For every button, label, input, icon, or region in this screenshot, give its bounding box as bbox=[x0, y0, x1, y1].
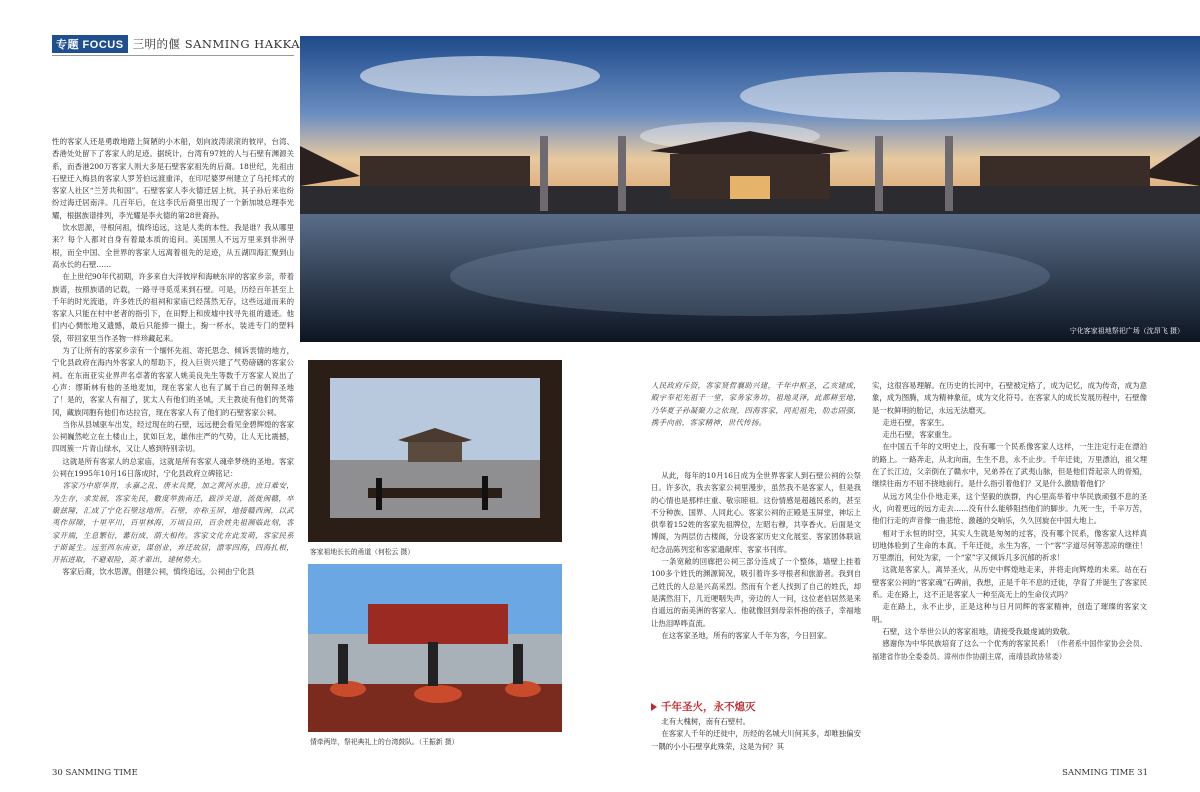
inscription-continued bbox=[651, 380, 861, 472]
corridor-photo bbox=[308, 360, 562, 542]
paragraph: 从此，每年的10月16日成为全世界客家人到石壁公祠的公祭日。许多次，我去客家公祠里漫步，虽然我不是客家人，但是我的心情也是那样庄重、敬宗睦祖。这份情感是超越民系的，甚至不分种族、国界、人同此心。客家公祠的正殿是玉屏堂，神坛上供奉着152姓的客家先祖牌位，左昭右穆，共享香火。后面是文博阁，为两层仿古楼阁，分设客家历史文化展室、客家团体联谊纪念品陈列室和客家遗献库、客家书刊库。 bbox=[651, 471, 861, 554]
inscription-quote: 客家乃中原华胄，永嘉之乱、唐末兵燹，加之黄河水患，庶日难安，为生存，求发展，客家先民，數度举族南迁，跋涉关道，流徙闽赣，卒聚兹陲，汇成了宁化石壁这地所。石壁，亦称玉屏，地接赣西闽，以武夷作屏障，十里平川，百里林海，万顷良田，百余姓先祖濒临此刻，客家开端，生息繁衍，蕃衍成，荫大相传。客家文化在此发萌，客家民系于斯诞生。远至西东南亚，谋创业，弃迁故居，漂零四海，四海扎根，开拓进取，不避艰险，英才辈出，建树势大。 bbox=[52, 481, 294, 565]
section-header bbox=[52, 36, 300, 52]
drum-team-photo bbox=[308, 564, 562, 732]
paragraph: 在客家人千年的迁徙中，历经的名城大川何其多，却唯独偏安一隅的小小石壁享此殊荣，这是为何？其 bbox=[651, 729, 861, 751]
triangle-bullet-icon bbox=[651, 703, 657, 711]
focus-tag: 专题 FOCUS bbox=[52, 35, 128, 53]
article-column-4 bbox=[872, 380, 1147, 760]
author-note: （作者系中国作家协会会员、福建省作协全委委员、漳州市作协副主席，南靖县政协常委） bbox=[872, 639, 1147, 661]
paragraph: 饮水思源，寻根问祖，慎终追远，这是人类的本性。我是谁？我从哪里来？每个人都对自身有着最本质的追问。美国黑人不远万里来到非洲寻根，而全中国、全世界的客家人远离着祖先的足迹，从五湖四海汇聚到山高水长的石壁…… bbox=[52, 223, 294, 269]
subheading-text: 千年圣火，永不熄灭 bbox=[661, 701, 756, 713]
paragraph: 当你从县城驱车出发，经过现在的石壁，远远便会看见金碧辉煌的客家公祠巍然屹立在土楼山上，犹如巨龙，雄伟庄严的气势，让人无比震撼，四周簇一片青山绿水，又让人感到特别亲切。 bbox=[52, 419, 294, 454]
paragraph: 在这客家圣地，所有的客家人千年为客，今日回家。 bbox=[661, 630, 832, 640]
paragraph: 一条宽敞的回廊把公祠三部分连成了一个整体，墙壁上挂着100多个姓氏的渊源简况，吸引着许多寻根者和旅游者。我到自己姓氏的人总是兴高采烈。然而有个老人找到了自己的姓氏，却是满然泪下，几近哽咽失声，旁边的人一问，这位老伯居然是来自遥远的南美洲的客家人。他就像回到母亲怀抱的孩子，幸福地让热泪哗哗直流。 bbox=[651, 557, 861, 628]
ancestral-square-photo bbox=[300, 36, 1200, 342]
paragraph: 北有大槐树，南有石壁村。 bbox=[661, 717, 751, 726]
paragraph: 从远方风尘仆仆地走来，这个坚毅的族群，内心里高举着中华民族顽强不息的圣火，向着更远的远方走去……没有什么能够阻挡他们的脚步。九死一生，千辛万苦，他们行走的声音像一曲悲怆、激越的交响乐，久久回旋在中国大地上。 bbox=[872, 491, 1147, 526]
closing-line: 感谢你为中华民族培育了这么一个优秀的客家民系！ bbox=[882, 639, 1054, 649]
subheading bbox=[651, 699, 756, 714]
paragraph: 石壁，这个举世公认的客家祖地，请接受我最虔诚的致敬。 bbox=[882, 626, 1075, 636]
paragraph: 在上世纪90年代初期，许多来自大洋彼岸和海峡东岸的客家乡亲，带着族谱，按照族谱的记载，一路寻寻觅觅来到石壁。可是，历经百年甚至上千年的时光流逝，许多姓氏的祖祠和家庙已经荡然无存，这些远道而来的客家人只能在村中老者的指引下，在田野上和废墟中找寻先祖的遗迹。他们内心惆怅地又遗憾，最后只能捧一撮土，掬一杯水，装进专门的塑料袋，带回家里当作圣物一样珍藏起来。 bbox=[52, 272, 294, 343]
paragraph: 走进石壁，客家生。 bbox=[882, 417, 949, 427]
drum-team-photo-caption: 情牵两岸，祭祀典礼上的台湾鼓队。（王振新 摄） bbox=[310, 738, 459, 746]
paragraph: 性的客家人还是勇敢地踏上简陋的小木船，划向波涛滚滚的彼岸，台湾、香港处处留下了客家人的足迹。据统计，台湾有97姓的人与石壁有渊源关系，而香港200万客家人则大多是石壁客家祖先的后裔。18世纪，先祖由石壁迁入梅县的客家人罗芳伯远渡重洋，在印尼婆罗州建立了乌托邦式的客家人社区“兰芳共和国”。石壁客家人李火德迁居上杭，其子孙后来也纷纷过海迁居南洋。几百年后，在这李氏后裔里出现了一个新加坡总理李光耀，根据族谱排列，李光耀是李火德的第28世裔孙。 bbox=[52, 137, 294, 220]
paragraph: 实，这很容易理解。在历史的长河中，石壁被定格了，成为记忆，成为传奇，成为意象，成为图腾，成为精神象征，成为文化符号。在客家人的成长发展历程中，石壁像是一枚鲜明的胎记，永远无法磨灭。 bbox=[872, 381, 1147, 415]
inscription-quote: 人民政府斥资，客家贤哲襄助兴建，千年中枢圣，乙亥建成，殿宇奉祀先祖千一堂，家务家务坊，祖地灵泽，此都耕至地，乃华夏子孙凝聚力之依现，四海客家，同祀祖先，肋志固强，携手向前，客家精神，世代传扬。 bbox=[651, 381, 861, 427]
page-number-left: 30 SANMING TIME bbox=[52, 768, 138, 778]
paragraph: 这就是客家人，离异圣火，从历史中辉煌地走来，并将走向辉煌的未来。站在石壁客家公祠的“客家魂”石碑前，我想，正是千年不息的迁徙，孕育了并诞生了客家民系。走在路上，这不正是客家人一种至高无上的生命仪式吗？ bbox=[872, 565, 1147, 600]
page-number-right: SANMING TIME 31 bbox=[1062, 768, 1148, 778]
paragraph bbox=[872, 638, 1147, 663]
paragraph: 在中国五千年的文明史上，没有哪一个民系像客家人这样，一生注定行走在漂泊的路上。一路奔走，从北向南，生生不息，永不止步。千年迁徙，万里漂泊，祖父埋在了长江边，父亲倒在了赣水中，兄弟养在了武夷山脉，但是他们背起亲人的骨殖，继续往南方不屈不挠地前行。是什么指引着他们？又是什么激励着他们？ bbox=[872, 442, 1147, 489]
header-rule bbox=[52, 55, 294, 56]
corridor-photo-caption: 客家祖地长长的甬道（何松云 摄） bbox=[310, 548, 415, 556]
paragraph: 走在路上，永不止步，正是这种与日月同辉的客家精神，创造了璀璨的客家文明。 bbox=[872, 602, 1147, 624]
paragraph: 这就是所有客家人的总家庙，这就是所有客家人魂牵梦绕的圣地。客家公祠在1995年10月16日落成时，宁化县政府立碑铭记： bbox=[52, 456, 294, 479]
section-title: 三明的偃 SANMING HAKKA bbox=[132, 37, 301, 51]
main-photo-caption: 宁化客家祖地祭祀广场（沈昂飞 摄） bbox=[1069, 327, 1184, 335]
article-column-3-end bbox=[651, 716, 861, 760]
paragraph: 走出石壁，客家重生。 bbox=[882, 430, 957, 440]
paragraph: 相对于永恒的时空，其实人生就是匆匆的过客，没有哪个民系，像客家人这样真切地体验到了生命的本真。千年迁徙，永生为客，一个“客”字道尽何等悲凉的继往！万里漂泊，何处为家，一个“家”字又倾诉几多沉郁的祈求！ bbox=[872, 528, 1147, 563]
paragraph: 为了让所有的客家乡亲有一个缅怀先祖、寄托思念、倾诉衷情的地方，宁化县政府在海内外客家人的帮助下，投入巨资兴建了气势磅礴的客家公祠。在东南亚实业界声名卓著的客家人姚美良先生等数千万客家人说出了心声：缪斯林有他的圣地麦加，现在客家人也有了属于自己的朝拜圣地了！是的，客家人有福了，犹太人有他们的圣城，天主教徒有他们的梵蒂冈，藏族同胞有他们布达拉宫，现在客家人有了他们的石壁客家公祠。 bbox=[52, 346, 294, 417]
paragraph: 客家后裔，饮水思源，倡建公祠，慎终追远，公祠由宁化县 bbox=[62, 567, 255, 577]
article-column-1 bbox=[52, 136, 294, 758]
